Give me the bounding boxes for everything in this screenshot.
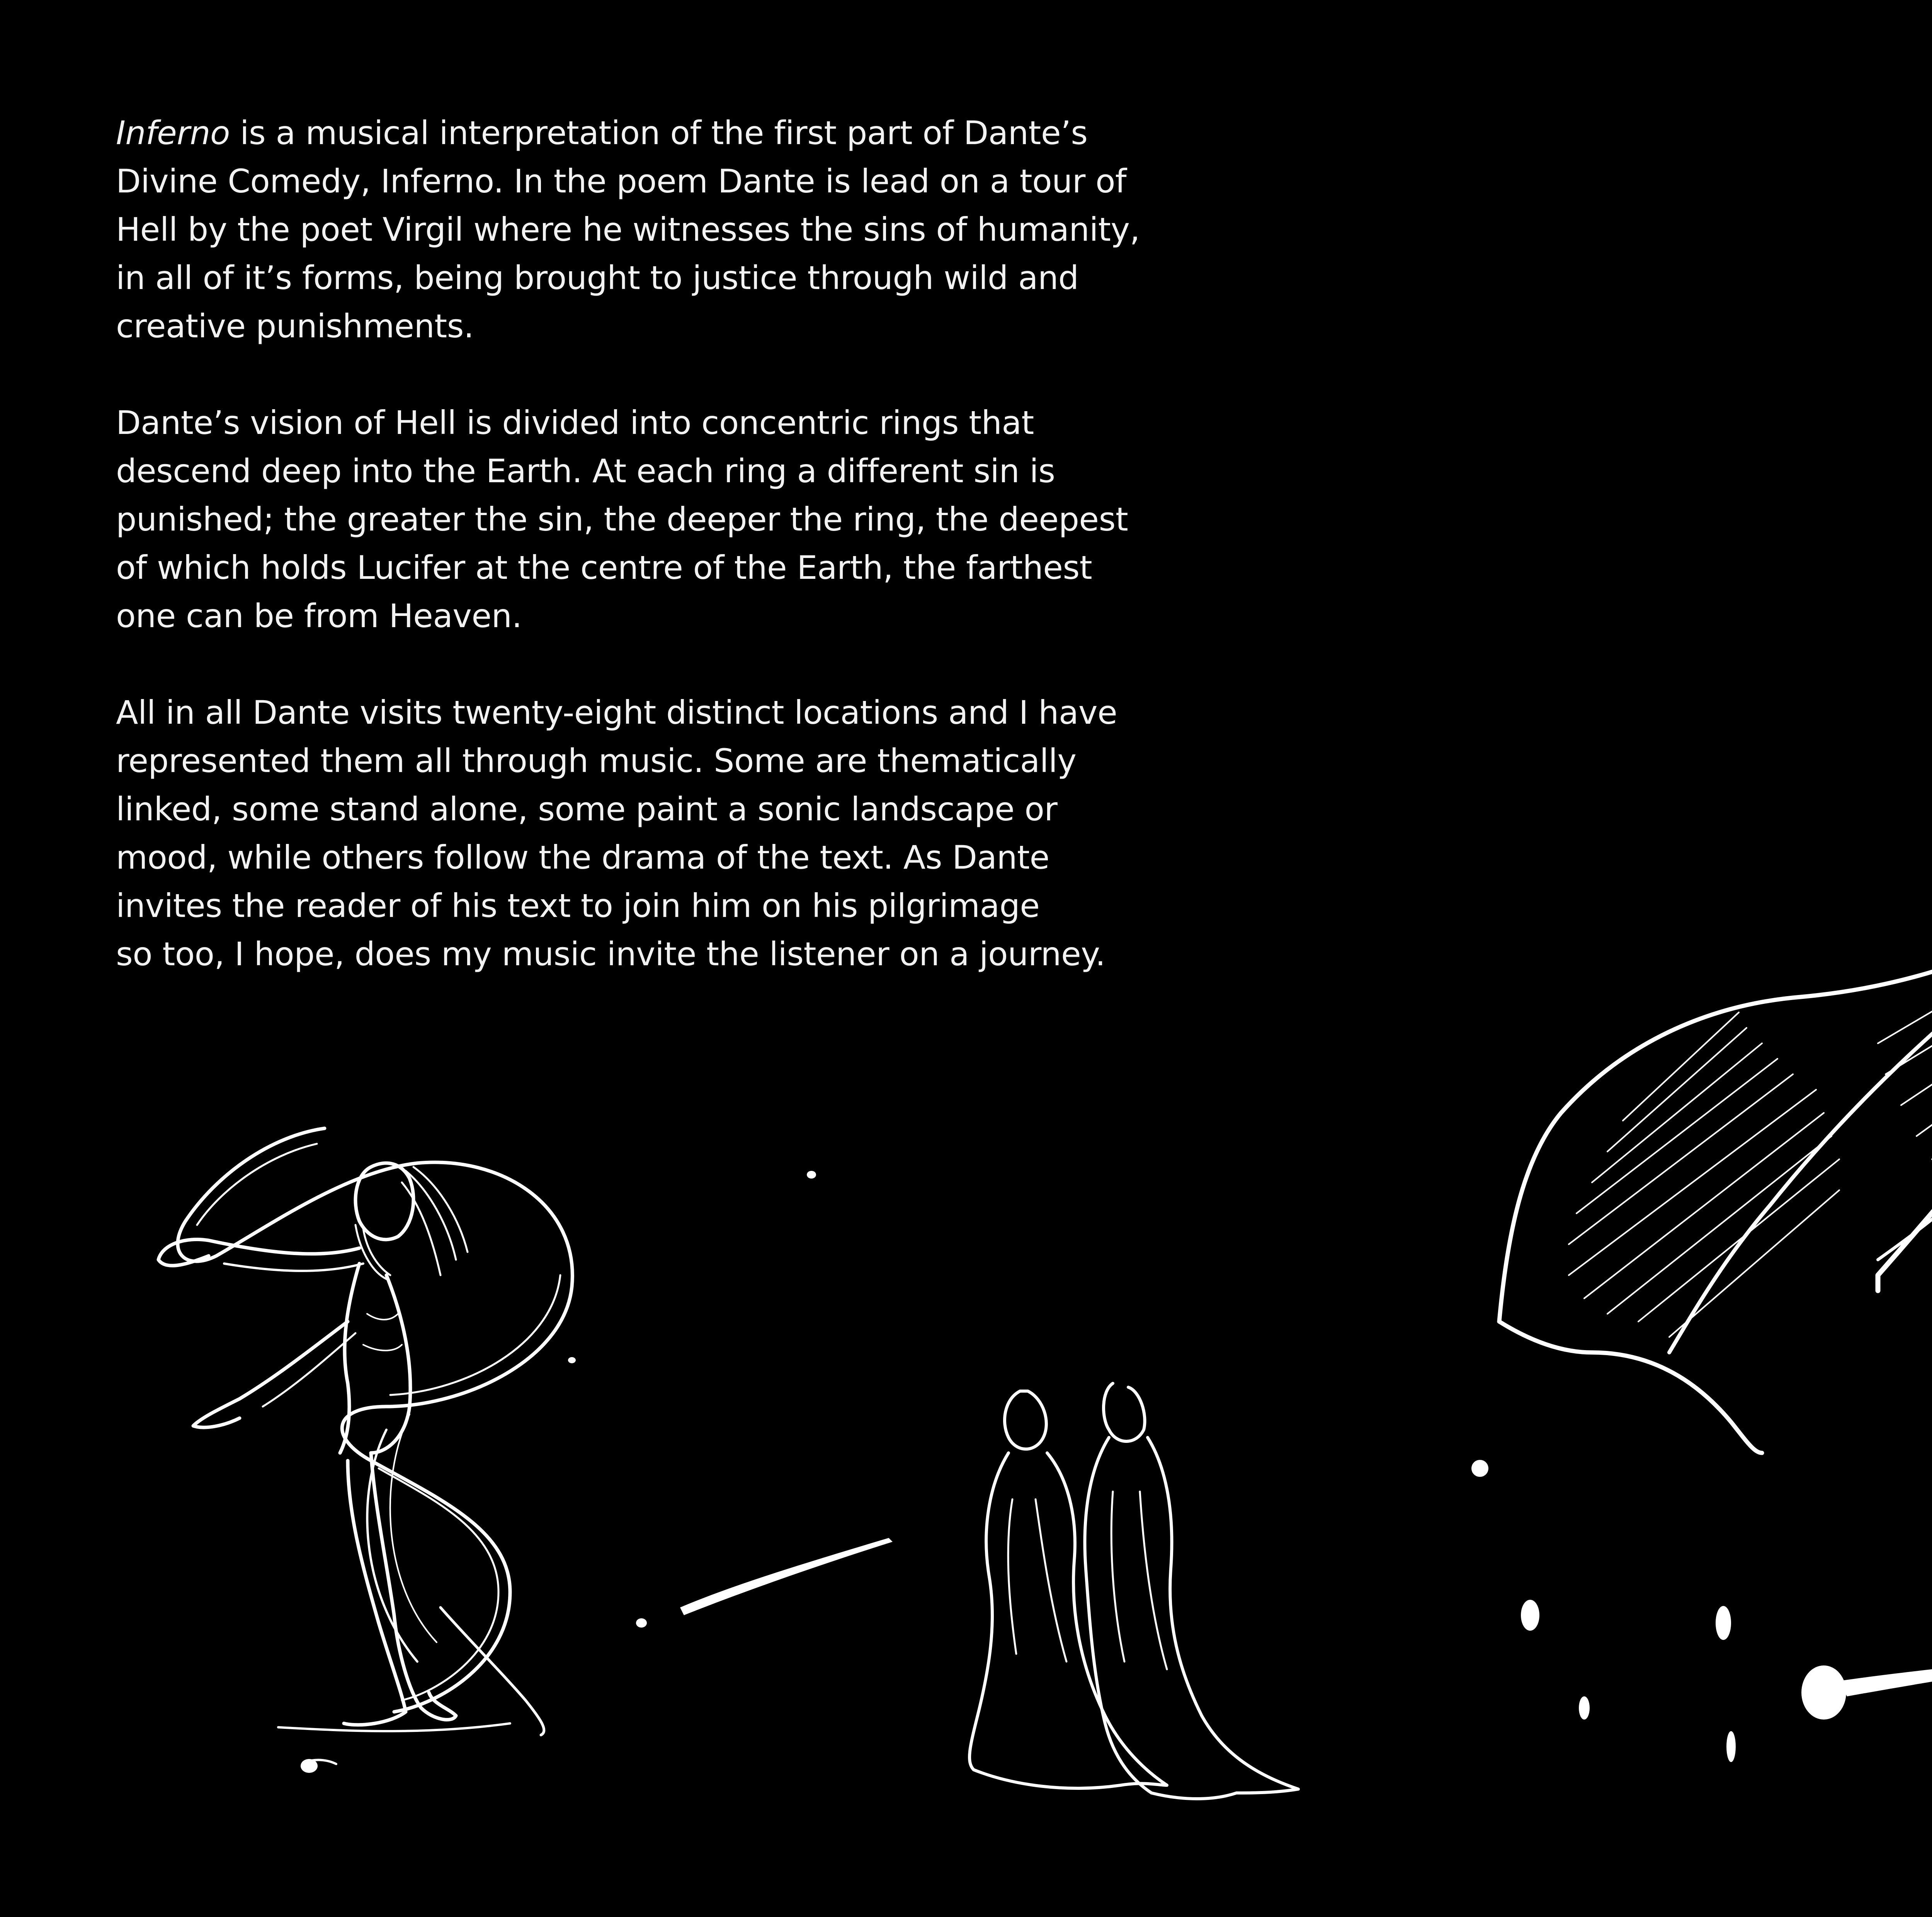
ink-splatters xyxy=(301,833,1932,1773)
paragraph-1-line-2: Divine Comedy, Inferno. In the poem Dante is lead on a tour of xyxy=(116,162,1127,200)
paragraph-3-line-6: so too, I hope, does my music invite the listener on a journey. xyxy=(116,935,1105,973)
paragraph-3-line-5: invites the reader of his text to join him on his pilgrimage xyxy=(116,887,1040,925)
paragraph-3-line-2: represented them all through music. Some are thematically xyxy=(116,742,1077,780)
title-word: Inferno xyxy=(116,114,230,152)
serpent-figure-illustration xyxy=(158,1128,572,1764)
paragraph-1-line-3: Hell by the poet Virgil where he witnesses the sins of humanity, xyxy=(116,211,1140,248)
paragraph-1-line-5: creative punishments. xyxy=(116,307,474,345)
paragraph-2-line-5: one can be from Heaven. xyxy=(116,597,522,635)
paragraph-2-line-1: Dante’s vision of Hell is divided into concentric rings that xyxy=(116,404,1034,442)
paragraph-1-line-1: Inferno is a musical interpretation of the first part of Dante’s xyxy=(116,114,1088,152)
paragraph-3-line-4: mood, while others follow the drama of the text. As Dante xyxy=(116,839,1049,876)
paragraph-1-line-4: in all of it’s forms, being brought to justice through wild and xyxy=(116,259,1079,297)
lucifer-illustration xyxy=(1499,811,1932,1453)
paragraph-3-line-1: All in all Dante visits twenty-eight distinct locations and I have xyxy=(116,694,1117,731)
paragraph-3-line-3: linked, some stand alone, some paint a sonic landscape or xyxy=(116,790,1058,828)
paragraph-2-line-4: of which holds Lucifer at the centre of the Earth, the farthest xyxy=(116,549,1092,587)
paragraph-2-line-2: descend deep into the Earth. At each ring a different sin is xyxy=(116,452,1055,490)
paragraph-2-line-3: punished; the greater the sin, the deeper the ring, the deepest xyxy=(116,500,1128,538)
dante-virgil-illustration xyxy=(969,1383,1298,1799)
